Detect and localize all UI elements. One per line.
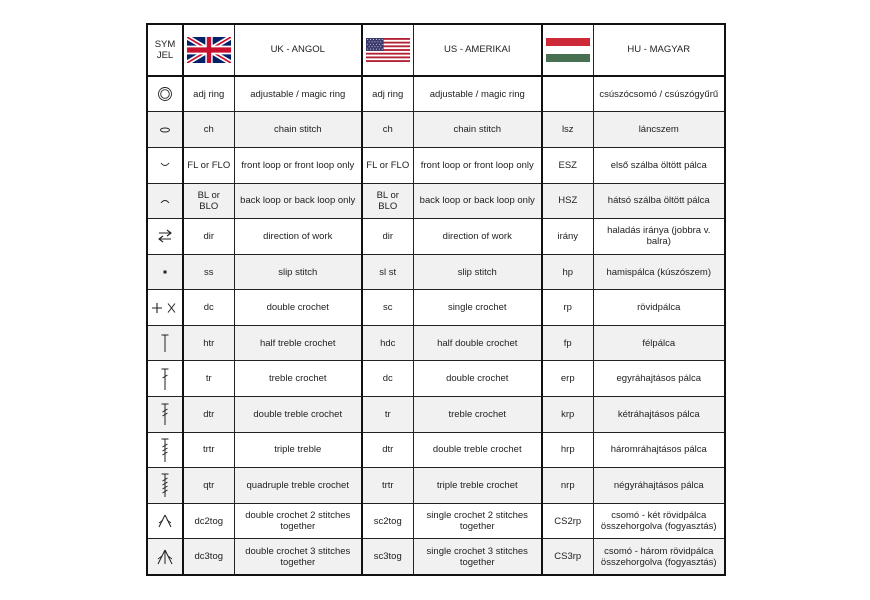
hu-term-cell: csúszócsomó / csúszógyűrű [593,76,725,112]
symbol-cell [147,397,183,433]
us-abbr-cell: dtr [362,432,413,468]
double-treble-icon [160,437,170,463]
table-row [147,183,725,219]
chain-stitch-icon [158,126,172,134]
us-flag-icon [366,38,410,62]
us-abbr-cell: dir [362,219,413,255]
uk-term-cell: double treble crochet [234,397,362,433]
uk-term-cell: treble crochet [234,361,362,397]
us-abbr-cell: sc [362,290,413,326]
hu-header-label: HU - MAGYAR [593,24,725,76]
hu-term-cell: négyráhajtásos pálca [593,468,725,504]
table-row [147,503,725,539]
uk-term-cell: front loop or front loop only [234,148,362,184]
table-row [147,219,725,255]
uk-abbr-cell: ch [183,112,234,148]
hu-abbr-cell: CS3rp [542,539,593,575]
hu-abbr-cell [542,76,593,112]
us-header-label: US - AMERIKAI [413,24,542,76]
symbol-cell [147,290,183,326]
table-row [147,112,725,148]
us-term-cell: half double crochet [413,325,542,361]
uk-term-cell: quadruple treble crochet [234,468,362,504]
symbol-cell [147,219,183,255]
table-row [147,468,725,504]
uk-abbr-cell: trtr [183,432,234,468]
table-row [147,290,725,326]
table-row [147,432,725,468]
hu-term-cell: rövidpálca [593,290,725,326]
us-term-cell: adjustable / magic ring [413,76,542,112]
table-row [147,397,725,433]
table-row [147,76,725,112]
hu-abbr-cell: nrp [542,468,593,504]
uk-term-cell: double crochet 3 stitches together [234,539,362,575]
direction-arrows-icon [156,227,174,245]
us-term-cell: front loop or front loop only [413,148,542,184]
hu-term-cell: hátsó szálba öltött pálca [593,183,725,219]
hu-abbr-cell: irány [542,219,593,255]
us-abbr-cell: sl st [362,254,413,290]
uk-term-cell: back loop or back loop only [234,183,362,219]
us-abbr-cell: adj ring [362,76,413,112]
hu-abbr-cell: lsz [542,112,593,148]
us-abbr-cell: sc2tog [362,503,413,539]
us-term-cell: single crochet [413,290,542,326]
uk-abbr-cell: qtr [183,468,234,504]
hu-abbr-cell: krp [542,397,593,433]
uk-term-cell: double crochet 2 stitches together [234,503,362,539]
single-crochet-icon [152,301,178,315]
front-loop-icon [159,161,171,169]
hu-term-cell: haladás iránya (jobbra v. balra) [593,219,725,255]
hu-flag-icon [546,38,590,62]
header-row [147,24,725,76]
symbol-cell [147,112,183,148]
us-abbr-cell: FL or FLO [362,148,413,184]
slip-stitch-icon [161,268,169,276]
symbol-column-header [147,24,183,76]
uk-flag-cell [183,24,234,76]
us-abbr-cell: trtr [362,468,413,504]
symbol-cell [147,432,183,468]
uk-flag-icon [187,37,231,63]
uk-abbr-cell: dc [183,290,234,326]
symbol-cell [147,76,183,112]
us-term-cell: back loop or back loop only [413,183,542,219]
symbol-cell [147,148,183,184]
uk-term-cell: direction of work [234,219,362,255]
table-row [147,148,725,184]
symbol-cell [147,503,183,539]
uk-term-cell: double crochet [234,290,362,326]
uk-abbr-cell: htr [183,325,234,361]
us-abbr-cell: BL or BLO [362,183,413,219]
hu-term-cell: kétráhajtásos pálca [593,397,725,433]
hu-term-cell: csomó - két rövidpálca összehorgolva (fogyasztás) [593,503,725,539]
symbol-cell [147,468,183,504]
us-term-cell: treble crochet [413,397,542,433]
uk-abbr-cell: BL or BLO [183,183,234,219]
table-row [147,325,725,361]
table-row [147,539,725,575]
uk-term-cell: slip stitch [234,254,362,290]
hu-abbr-cell: hp [542,254,593,290]
hu-abbr-cell: erp [542,361,593,397]
hu-abbr-cell: ESZ [542,148,593,184]
table-row [147,254,725,290]
crochet-abbreviation-table [146,23,726,576]
symbol-cell [147,325,183,361]
uk-abbr-cell: dc3tog [183,539,234,575]
uk-abbr-cell: adj ring [183,76,234,112]
uk-term-cell: chain stitch [234,112,362,148]
us-term-cell: chain stitch [413,112,542,148]
us-term-cell: triple treble crochet [413,468,542,504]
triple-treble-icon [160,472,170,498]
sc2tog-icon [157,513,173,529]
symbol-cell [147,254,183,290]
double-crochet-icon [160,367,170,391]
us-flag-cell [362,24,413,76]
symbol-cell [147,183,183,219]
us-term-cell: double crochet [413,361,542,397]
magic-ring-icon [156,85,174,103]
uk-abbr-cell: tr [183,361,234,397]
hu-term-cell: csomó - három rövidpálca összehorgolva (fogyasztás) [593,539,725,575]
us-term-cell: single crochet 2 stitches together [413,503,542,539]
hu-abbr-cell: rp [542,290,593,326]
half-double-icon [160,333,170,353]
hu-term-cell: egyráhajtásos pálca [593,361,725,397]
table-row [147,361,725,397]
treble-crochet-icon [160,402,170,426]
hu-term-cell: félpálca [593,325,725,361]
hu-term-cell: láncszem [593,112,725,148]
sym-label: SYM [154,38,176,50]
uk-term-cell: adjustable / magic ring [234,76,362,112]
us-abbr-cell: tr [362,397,413,433]
uk-header-label: UK - ANGOL [234,24,362,76]
hu-term-cell: első szálba öltött pálca [593,148,725,184]
symbol-cell [147,539,183,575]
us-term-cell: direction of work [413,219,542,255]
us-abbr-cell: hdc [362,325,413,361]
uk-abbr-cell: dtr [183,397,234,433]
us-abbr-cell: dc [362,361,413,397]
us-term-cell: double treble crochet [413,432,542,468]
us-term-cell: slip stitch [413,254,542,290]
uk-abbr-cell: ss [183,254,234,290]
hu-abbr-cell: hrp [542,432,593,468]
jel-label: JEL [156,49,174,61]
uk-term-cell: half treble crochet [234,325,362,361]
us-abbr-cell: ch [362,112,413,148]
hu-abbr-cell: CS2rp [542,503,593,539]
uk-abbr-cell: dir [183,219,234,255]
hu-term-cell: hamispálca (kúszószem) [593,254,725,290]
uk-abbr-cell: dc2tog [183,503,234,539]
symbol-cell [147,361,183,397]
sc3tog-icon [156,548,174,566]
back-loop-icon [159,197,171,205]
us-term-cell: single crochet 3 stitches together [413,539,542,575]
hu-flag-cell [542,24,593,76]
us-abbr-cell: sc3tog [362,539,413,575]
hu-abbr-cell: fp [542,325,593,361]
uk-abbr-cell: FL or FLO [183,148,234,184]
hu-term-cell: háromráhajtásos pálca [593,432,725,468]
hu-abbr-cell: HSZ [542,183,593,219]
uk-term-cell: triple treble [234,432,362,468]
